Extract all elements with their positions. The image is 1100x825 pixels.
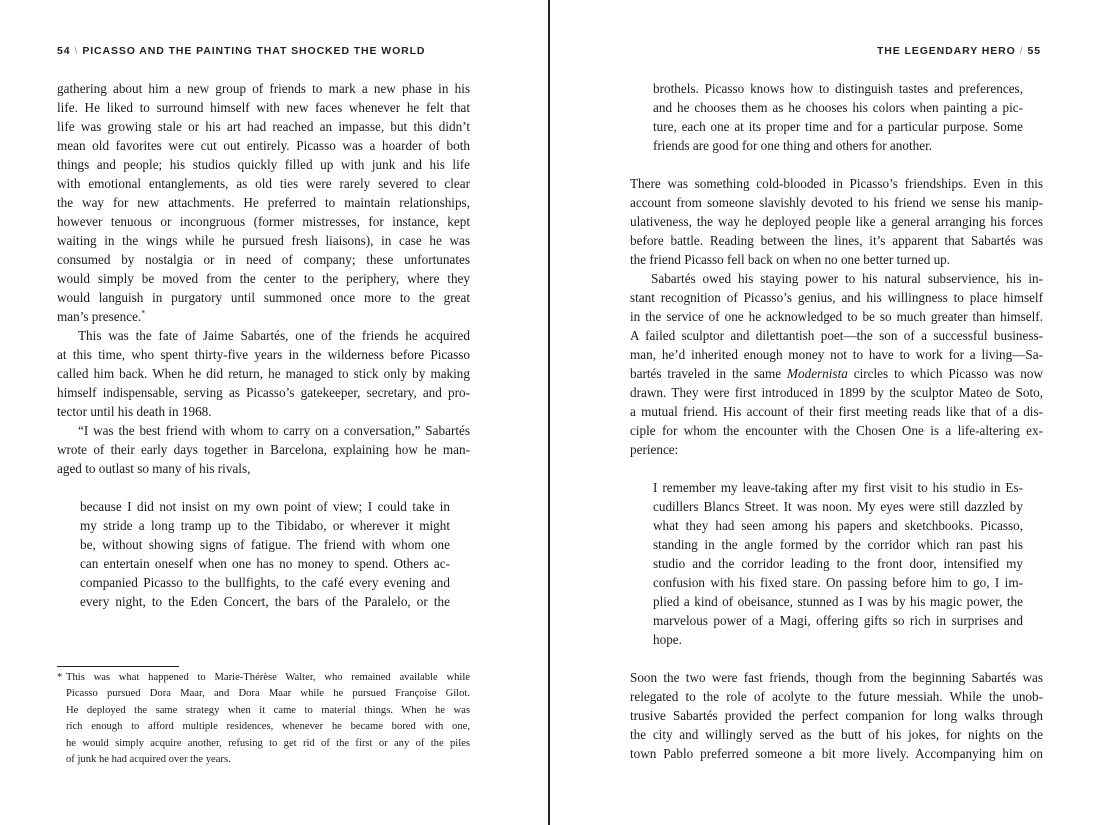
footnote-line: he would simply acquire another, refusing to get rid of the first or any of the piles [66, 737, 470, 749]
spacer [630, 649, 1043, 668]
quote-line: can entertain oneself when one has no money to spend. Others ac- [80, 556, 450, 571]
text-line: in the service of one he acknowledged to be so much greater than himself. [630, 309, 1043, 324]
text-line: the city and willingly served as the butt of his jokes, for nights on the [630, 727, 1043, 742]
quote-line: ture, each one at its proper time and for a particular purpose. Some [653, 119, 1023, 134]
left-page [0, 0, 549, 825]
text-segment: bartés traveled in the same [630, 366, 782, 381]
text-line: trusive Sabartés provided the perfect companion for long walks through [630, 708, 1043, 723]
text-line: ciple for whom the encounter with the Chosen One is a life-altering ex- [630, 423, 1043, 438]
text-line: relegated to the role of acolyte to the future messiah. While the unob- [630, 689, 1043, 704]
text-line: himself indispensable, serving as Picasso’s gatekeeper, secretary, and pro- [57, 385, 470, 400]
right-head-separator: / [1019, 45, 1024, 57]
text-line: called him back. When he did return, he managed to stick only by making [57, 366, 470, 381]
text-line: perience: [630, 442, 679, 457]
text-line: A failed sculptor and dilettantish poet—the son of a successful business- [630, 328, 1043, 343]
quote-line: I remember my leave-taking after my first visit to his studio in Es- [653, 480, 1023, 495]
left-block-quote [57, 497, 470, 611]
right-paragraph-2 [630, 269, 1043, 459]
text-line: drawn. They were first introduced in 1899 by the sculptor Mateo de Soto, [630, 385, 1043, 400]
text-line: tector until his death in 1968. [57, 404, 212, 419]
text-line: mean old favorites were cut out entirely. Picasso was a hoarder of both [57, 138, 470, 153]
text-line: with emotional entanglements, as old ties were rarely severed to clear [57, 176, 470, 191]
text-line: This was the fate of Jaime Sabartés, one of the friends he acquired [78, 328, 470, 343]
footnote-marker[interactable]: * [141, 308, 146, 318]
italic-term: Modernista [787, 366, 848, 381]
text-line: town Pablo preferred someone a bit more lively. Accompanying him on [630, 746, 1043, 761]
text-line: gathering about him a new group of friends to mark a new phase in his [57, 81, 470, 96]
quote-line: be, without showing signs of fatigue. The friend with whom one [80, 537, 450, 552]
text-line: stant recognition of Picasso’s genius, and his willingness to place himself [630, 290, 1043, 305]
quote-line: standing in the angle formed by the corridor which ran past his [653, 537, 1023, 552]
text-segment: circles to which Picasso was now [847, 366, 1044, 381]
left-page-number: 54 [57, 45, 71, 57]
quote-line: because I did not insist on my own point of view; I could take in [80, 499, 450, 514]
text-line: man’s presence. [57, 309, 142, 324]
left-paragraph-3 [57, 421, 470, 478]
quote-line: studio and the corridor leading to the front door, intensified my [653, 556, 1023, 571]
text-line: at this time, who spent thirty-five years in the wilderness before Picasso [57, 347, 470, 362]
left-text-block [57, 79, 470, 611]
quote-line: companied Picasso to the bullfights, to the café every evening and [80, 575, 450, 590]
quote-line: brothels. Picasso knows how to distinguish tastes and preferences, [653, 81, 1023, 96]
quote-line: confusion with his fixed stare. On passing before him to go, I im- [653, 575, 1023, 590]
quote-line: plied a kind of obeisance, stunned as I was by his magic power, the [653, 594, 1023, 609]
quote-line: hope. [653, 632, 682, 647]
right-paragraph-3 [630, 668, 1043, 763]
text-line: however tenuous or incongruous (former mistresses, for instance, kept [57, 214, 470, 229]
text-line: aged to outlast so many of his rivals, [57, 461, 251, 476]
right-block-quote-continued [630, 79, 1043, 155]
text-line: would languish in purgatory until summoned once more to the great [57, 290, 470, 305]
text-line-with-footnote [57, 307, 470, 326]
text-line: would simply be moved from the center to the periphery, where they [57, 271, 470, 286]
text-line: account from someone slavishly devoted to his friend we sense his manip- [630, 195, 1043, 210]
quote-line: my stride a long tramp up to the Tibidabo, or wherever it might [80, 518, 450, 533]
text-line: life was growing stale or his art had reached an impasse, but this didn’t [57, 119, 470, 134]
text-line: ulativeness, the way he deployed people like a general arranging his forces [630, 214, 1043, 229]
text-line: waiting in the wings while he pursued fresh liaisons), in case he was [57, 233, 470, 248]
text-line: wrote of their early days together in Barcelona, explaining how he man- [57, 442, 470, 457]
left-head-separator: \ [74, 45, 79, 57]
footnote-line: of junk he had acquired over the years. [66, 754, 231, 766]
right-paragraph-1 [630, 174, 1043, 269]
quote-line: every night, to the Eden Concert, the bars of the Paralelo, or the [80, 594, 450, 609]
footnote-line [57, 670, 470, 686]
footnote-line: He deployed the same strategy when it came to material things. When he was [66, 704, 470, 716]
footnote-text: This was what happened to Marie-Thérèse Walter, who remained available while [66, 672, 470, 683]
left-paragraph-2 [57, 326, 470, 421]
text-line: Soon the two were fast friends, though from the beginning Sabartés was [630, 670, 1043, 685]
spacer [630, 459, 1043, 478]
left-head-title: PICASSO AND THE PAINTING THAT SHOCKED THE WORLD [82, 45, 426, 57]
text-line: Sabartés owed his staying power to his natural subservience, his in- [651, 271, 1043, 286]
text-line: the way for new attachments. He preferred to maintain relationships, [57, 195, 470, 210]
footnote-line: rich enough to afford multiple residences, whenever he became bored with one, [66, 721, 470, 733]
text-line: There was something cold-blooded in Picasso’s friendships. Even in this [630, 176, 1043, 191]
footnote-mark: * [57, 672, 63, 683]
spacer [57, 478, 470, 497]
text-line: the friend Picasso fell back on when no one better turned up. [630, 252, 951, 267]
right-block-quote [630, 478, 1043, 649]
text-line: a mutual friend. His account of their first meeting reads like that of a dis- [630, 404, 1043, 419]
footnote-rule [57, 666, 179, 667]
text-line: things and people; his studios quickly filled up with junk and his life [57, 157, 470, 172]
right-head-title: THE LEGENDARY HERO [876, 45, 1016, 57]
text-line-with-italic [630, 364, 1043, 383]
left-running-head [57, 45, 425, 57]
spacer [630, 155, 1043, 174]
text-line: life. He liked to surround himself with new faces whenever he felt that [57, 100, 470, 115]
footnote [57, 670, 470, 768]
right-page-number: 55 [1027, 45, 1041, 57]
quote-line: marvelous power of a Magi, offering gifts so rich in surprises and [653, 613, 1023, 628]
footnote-line: Picasso pursued Dora Maar, and Dora Maar while he pursued Françoise Gilot. [66, 688, 470, 700]
text-line: before battle. Reading between the lines, it’s apparent that Sabartés was [630, 233, 1043, 248]
left-paragraph-1 [57, 79, 470, 326]
text-line: “I was the best friend with whom to carry on a conversation,” Sabartés [78, 423, 470, 438]
text-line: man, he’d inherited enough money not to have to work for a living—Sa- [630, 347, 1043, 362]
quote-line: what they had seen among his papers and sketchbooks. Picasso, [653, 518, 1023, 533]
quote-line: cudillers Blancs Street. It was noon. My eyes were still dazzled by [653, 499, 1023, 514]
right-text-block [630, 79, 1043, 763]
quote-line: and he chooses them as he chooses his colors when painting a pic- [653, 100, 1023, 115]
text-line: consumed by nostalgia or in need of company; these unfortunates [57, 252, 470, 267]
quote-line: friends are good for one thing and others for another. [653, 138, 933, 153]
right-running-head [877, 45, 1041, 57]
